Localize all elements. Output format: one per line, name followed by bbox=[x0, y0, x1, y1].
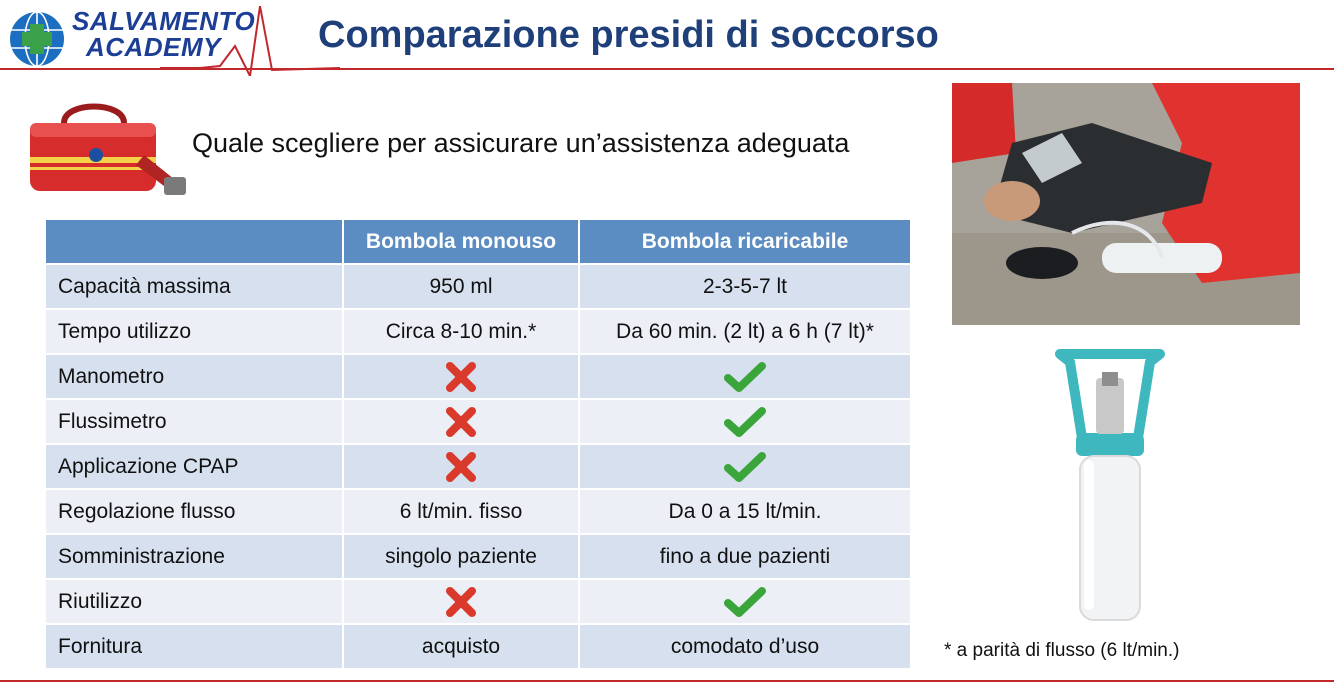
table-row bbox=[46, 625, 912, 670]
row-label: Riutilizzo bbox=[46, 580, 344, 625]
cell-ricaricabile bbox=[580, 580, 912, 625]
cell-monouso: 6 lt/min. fisso bbox=[344, 490, 580, 535]
subtitle-question: Quale scegliere per assicurare un’assistenza adeguata bbox=[192, 128, 850, 158]
header-bombola-monouso: Bombola monouso bbox=[344, 220, 580, 265]
footnote: * a parità di flusso (6 lt/min.) bbox=[944, 640, 1180, 661]
cell-ricaricabile: comodato d’uso bbox=[580, 625, 912, 670]
table-row bbox=[46, 580, 912, 625]
ecg-line-graphic bbox=[160, 6, 340, 76]
row-label: Capacità massima bbox=[46, 265, 344, 310]
comparison-table bbox=[46, 220, 912, 670]
table-row bbox=[46, 310, 912, 355]
row-label: Regolazione flusso bbox=[46, 490, 344, 535]
cell-monouso: 950 ml bbox=[344, 265, 580, 310]
table-row bbox=[46, 535, 912, 580]
page-title: Comparazione presidi di soccorso bbox=[318, 14, 939, 56]
rescue-scene-photo bbox=[952, 83, 1300, 325]
check-icon bbox=[724, 451, 766, 483]
cell-ricaricabile bbox=[580, 445, 912, 490]
row-label: Tempo utilizzo bbox=[46, 310, 344, 355]
row-label: Manometro bbox=[46, 355, 344, 400]
cross-icon bbox=[444, 361, 478, 393]
cross-icon bbox=[444, 586, 478, 618]
footer-divider bbox=[0, 680, 1334, 682]
cell-monouso bbox=[344, 355, 580, 400]
cross-icon bbox=[444, 406, 478, 438]
header-cell-empty bbox=[46, 220, 344, 265]
globe-cross-icon bbox=[8, 10, 66, 68]
check-icon bbox=[724, 406, 766, 438]
cell-ricaricabile: Da 60 min. (2 lt) a 6 h (7 lt)* bbox=[580, 310, 912, 355]
table-header-row bbox=[46, 220, 912, 265]
logo-line2: ACADEMY bbox=[86, 32, 221, 62]
cell-ricaricabile: fino a due pazienti bbox=[580, 535, 912, 580]
slide-header bbox=[0, 0, 1334, 80]
cell-monouso bbox=[344, 580, 580, 625]
cell-monouso: Circa 8-10 min.* bbox=[344, 310, 580, 355]
check-icon bbox=[724, 586, 766, 618]
cell-monouso bbox=[344, 400, 580, 445]
cell-monouso: singolo paziente bbox=[344, 535, 580, 580]
cell-ricaricabile bbox=[580, 355, 912, 400]
table-row bbox=[46, 355, 912, 400]
table-row bbox=[46, 445, 912, 490]
header-bombola-ricaricabile: Bombola ricaricabile bbox=[580, 220, 912, 265]
header-divider bbox=[0, 68, 1334, 70]
cell-ricaricabile: Da 0 a 15 lt/min. bbox=[580, 490, 912, 535]
row-label: Flussimetro bbox=[46, 400, 344, 445]
table-row bbox=[46, 265, 912, 310]
table-row bbox=[46, 490, 912, 535]
row-label: Somministrazione bbox=[46, 535, 344, 580]
rescue-bag-image bbox=[24, 95, 194, 207]
cell-monouso: acquisto bbox=[344, 625, 580, 670]
logo-line1: SALVAMENTO bbox=[72, 6, 256, 36]
cell-ricaricabile: 2-3-5-7 lt bbox=[580, 265, 912, 310]
cell-ricaricabile bbox=[580, 400, 912, 445]
check-icon bbox=[724, 361, 766, 393]
oxygen-cylinder-image bbox=[1050, 348, 1170, 628]
cross-icon bbox=[444, 451, 478, 483]
row-label: Applicazione CPAP bbox=[46, 445, 344, 490]
row-label: Fornitura bbox=[46, 625, 344, 670]
cell-monouso bbox=[344, 445, 580, 490]
table-row bbox=[46, 400, 912, 445]
